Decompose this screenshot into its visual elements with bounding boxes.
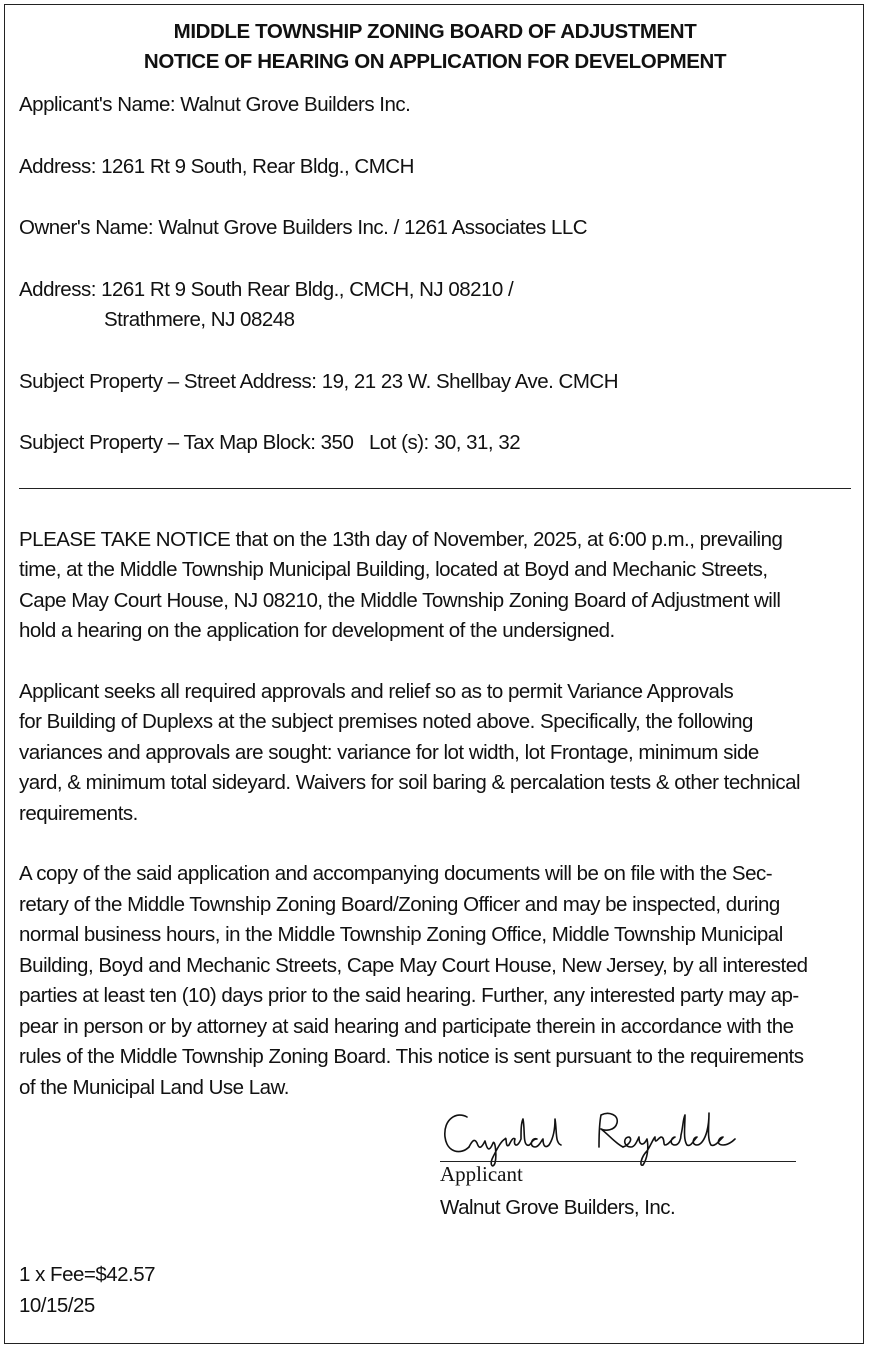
application-fields xyxy=(19,90,851,459)
paragraph-line: time, at the Middle Township Municipal Building, located at Boyd and Mechanic Streets, xyxy=(19,558,768,581)
notice-paragraph-2 xyxy=(19,677,851,830)
owner-address xyxy=(19,275,851,336)
signature-company: Walnut Grove Builders, Inc. xyxy=(440,1196,676,1219)
notice-title xyxy=(19,17,851,77)
notice-paragraph-1 xyxy=(19,525,851,647)
paragraph-line: parties at least ten (10) days prior to the said hearing. Further, any interested party may ap- xyxy=(19,984,799,1007)
title-line-1: MIDDLE TOWNSHIP ZONING BOARD OF ADJUSTMENT xyxy=(173,20,697,43)
paragraph-line: yard, & minimum total sideyard. Waivers for soil baring & percalation tests & other technical xyxy=(19,771,801,794)
paragraph-line: Applicant seeks all required approvals and relief so as to permit Variance Approvals xyxy=(19,679,734,703)
signature-block xyxy=(19,1109,851,1259)
title-line-2: NOTICE OF HEARING ON APPLICATION FOR DEVELOPMENT xyxy=(143,50,727,73)
owner-name: Owner's Name: Walnut Grove Builders Inc. / 1261 Associates LLC xyxy=(19,216,588,239)
paragraph-line: Cape May Court House, NJ 08210, the Middle Township Zoning Board of Adjustment will xyxy=(19,588,781,612)
owner-address-line-1: Address: 1261 Rt 9 South Rear Bldg., CMCH, NJ 08210 / xyxy=(19,277,514,301)
paragraph-line: variances and approvals are sought: variance for lot width, lot Frontage, minimum side xyxy=(19,740,759,764)
notice-paragraph-3 xyxy=(19,859,851,1103)
paragraph-line: normal business hours, in the Middle Township Zoning Office, Middle Township Municipal xyxy=(19,923,783,946)
fee-amount: 1 x Fee=$42.57 xyxy=(19,1263,156,1286)
paragraph-line: rules of the Middle Township Zoning Board. This notice is sent pursuant to the requirements xyxy=(19,1045,804,1068)
owner-address-line-2: Strathmere, NJ 08248 xyxy=(104,308,295,331)
signature-label: Applicant xyxy=(440,1162,523,1186)
paragraph-line: of the Municipal Land Use Law. xyxy=(19,1075,289,1099)
fee-block xyxy=(19,1259,851,1321)
subject-tax-map: Subject Property – Tax Map Block: 350 Lot (s): 30, 31, 32 xyxy=(19,431,521,454)
legal-notice xyxy=(19,17,851,1321)
paragraph-line: PLEASE TAKE NOTICE that on the 13th day of November, 2025, at 6:00 p.m., prevailing xyxy=(19,527,783,551)
paragraph-line: Building, Boyd and Mechanic Streets, Cape May Court House, New Jersey, by all interested xyxy=(19,953,808,977)
paragraph-line: requirements. xyxy=(19,801,138,825)
paragraph-line: hold a hearing on the application for development of the undersigned. xyxy=(19,619,615,642)
paragraph-line: A copy of the said application and accompanying documents will be on file with the Sec- xyxy=(19,862,773,885)
paragraph-line: for Building of Duplexs at the subject premises noted above. Specifically, the following xyxy=(19,710,753,733)
subject-street-address: Subject Property – Street Address: 19, 21 23 W. Shellbay Ave. CMCH xyxy=(19,369,619,393)
section-divider xyxy=(19,488,851,489)
fee-date: 10/15/25 xyxy=(19,1294,95,1317)
applicant-name: Applicant's Name: Walnut Grove Builders Inc. xyxy=(19,93,411,116)
paragraph-line: retary of the Middle Township Zoning Board/Zoning Officer and may be inspected, during xyxy=(19,892,780,916)
paragraph-line: pear in person or by attorney at said hearing and participate therein in accordance with the xyxy=(19,1014,794,1038)
handwritten-signature xyxy=(439,1109,799,1169)
applicant-address: Address: 1261 Rt 9 South, Rear Bldg., CMCH xyxy=(19,154,414,178)
